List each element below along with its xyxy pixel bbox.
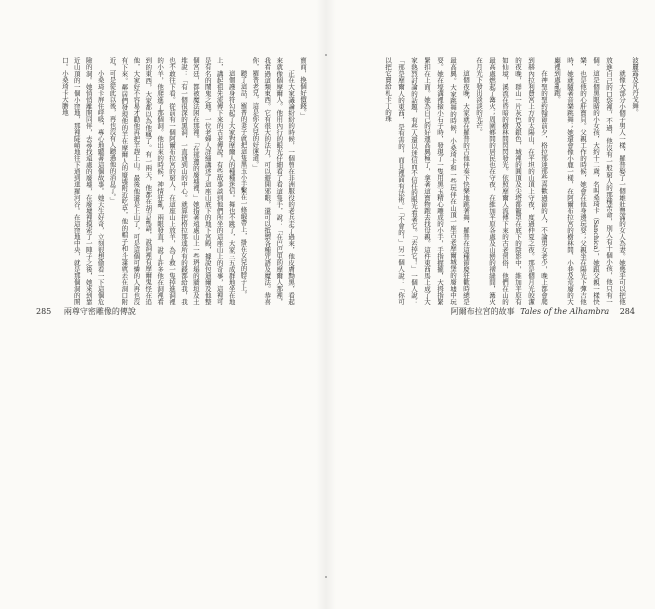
left-page-body [28, 57, 308, 305]
paragraph: 波麗露及凡丹戈舞。 [631, 57, 639, 116]
running-head: 阿爾布拉宮的故事 [450, 307, 515, 316]
paragraph: 這個護身符勾起了大家對摩爾人的種種迷信。舞也不跳了，大家三五成群地坐在地上，講起祖先流傳下來的古老傳說。有些故事談到他們所坐的這座山上的奇事，這裡可是有名的鬧鬼之地。一位老婦人詳細講述了這座山底下的地下宮殿，據說包迪爾及他整個宮廷，都被魔法困在那裡。「在那邊的廢墟裡，」她指著遠處山上一些坍塌的牆垣及土堆說：「有一個很深的黑洞，一直通到山的中心。就算把格拉那達所有的錢都給我，我也不敢往下看。從前有一個阿爾布拉宮的窮人，在這座山上放羊，為了救一隻掉進洞裡的小羊，他爬進了那個洞。他出來的時候，神情狂亂，兩眼發直，說了許多他在洞裡看到的東西，大家都以為他瘋了。有一兩天，他都在胡言亂語，說洞裡有摩爾鬼怪在追他，大家好不容易才勸他再把羊趕上山。最後他還是上山了，可是這個可憐的人再也沒有下來。鄰居們發現他的羊在摩爾人的廢墟附近吃草，他的帽子和斗篷就丟在洞口附近，可是從此以後，再也沒有人聽過他的消息了。」 [108, 57, 236, 305]
page-number: 285 [36, 307, 52, 316]
right-page-body [353, 57, 641, 305]
paragraph: 正在大家議論紛紛的時候，一個曾在非洲服役的老兵走了過來，他皮膚黝黑，看起來就像個摩爾人。他用內行的眼光仔細看了看這隻手，說：「在巴巴里的摩爾人那裡，我看過這類東西。它有很大的法力，可以避開邪眼，還可以抵禦各種咒語及魔法。恭喜你，羅普老兄，這是你女兒的好運道。」 [251, 57, 296, 305]
paragraph: 聽了這話，羅普的妻子就把這隻黑玉小手繫在一條緞帶上，掛在女兒的脖子上。 [239, 70, 248, 298]
right-page-footer [451, 306, 640, 317]
left-page-footer [36, 306, 136, 317]
scan-mark [325, 576, 327, 578]
paragraph: 小桑琦卡屏住呼吸，專心地聽著這個故事。她天生好奇，立刻很想偷看一下這個危險的洞。她悄悄離開同伴，去尋找遠處的廢墟，在廢墟裡摸索了一陣子之後，她來到靠近山頂的一個小窪地，那裡陡峭地往下通到達羅河谷。在這窪地中央，就是那個洞的開口。小桑琦卡大膽地 [60, 57, 105, 305]
scan-mark [325, 54, 327, 56]
paragraph: 就像大部分小個子男人一樣，羅普娶了一個雄壯豐滿的女人為妻。她幾乎可以把他放進自己的口袋裡，不過，他沒有一般窮人的那種苦命，別人有十個小孩，他只有一個。這是個黑眼睛的小女孩，大約十二歲，名叫桑琦卡（Sanchica），她跟父親一樣快樂，也是他的心肝寶貝。父親工作的時候，她會在他身邊玩耍；父親坐在陽光下彈吉他時，她就隨著音樂跳舞；她還會像小鹿一樣，在阿爾布拉宮的樹林間、小巷及荒廢的大廳裡到處亂跑。 [553, 57, 626, 305]
paragraph: 寶商，換個好價錢。」 [299, 57, 307, 119]
paragraph: 在神聖的聖約翰節前夕，格拉那達那些喜歡過節的人，不論男女老少，晚上都會爬到赫內拉利費宮上方的太陽山，在平坦的山頂上守夜，度過仲夏之夜。那是個月光皎潔的夜晚，群山一片灰色及銀色，城裡的圓頂及尖塔都籠罩在底下的陰影中，維加平原有如仙境，溪流在昏暗的樹林間閃閃發光。依照摩爾人流傳下來的古老習俗，他們在山的最高處燃起了篝火；周圍鄉間的居民也在守夜，在維加平原各處及山巒的褶縫間，篝火在月光下發出淡淡的光芒。 [475, 57, 548, 305]
running-head: 兩尊守密雕像的傳說 [63, 307, 136, 316]
running-head-english: Tales of the Alhambra [520, 307, 610, 316]
page-gutter [316, 0, 336, 609]
paragraph: 這個夜晚，大家就在羅普的吉他伴奏下快樂地跳著舞，羅普在這種節慶狂歡時總是最高興。大家跳舞的時候，小桑琦卡和一些玩伴在山頂一座古老摩爾城堡的廢墟中玩耍。她在壕溝裡撿小石子時，發現了一隻用黑玉精心雕成的小手，手指握攏，大拇指緊緊扣在上面。她為自己的好運高興極了，拿著這寶物跑去找母親。這件東西馬上成了大家熱烈討論的話題，有些人還以迷信而不信任的眼光看著它。「丟掉它！」一個人說：「那是摩爾人的東西，是有害的，而且裡面有法術。」「不會的，」另一個人說：「你可以把它賣給札卡丁的珠 [384, 57, 470, 305]
page-number: 284 [619, 307, 635, 316]
